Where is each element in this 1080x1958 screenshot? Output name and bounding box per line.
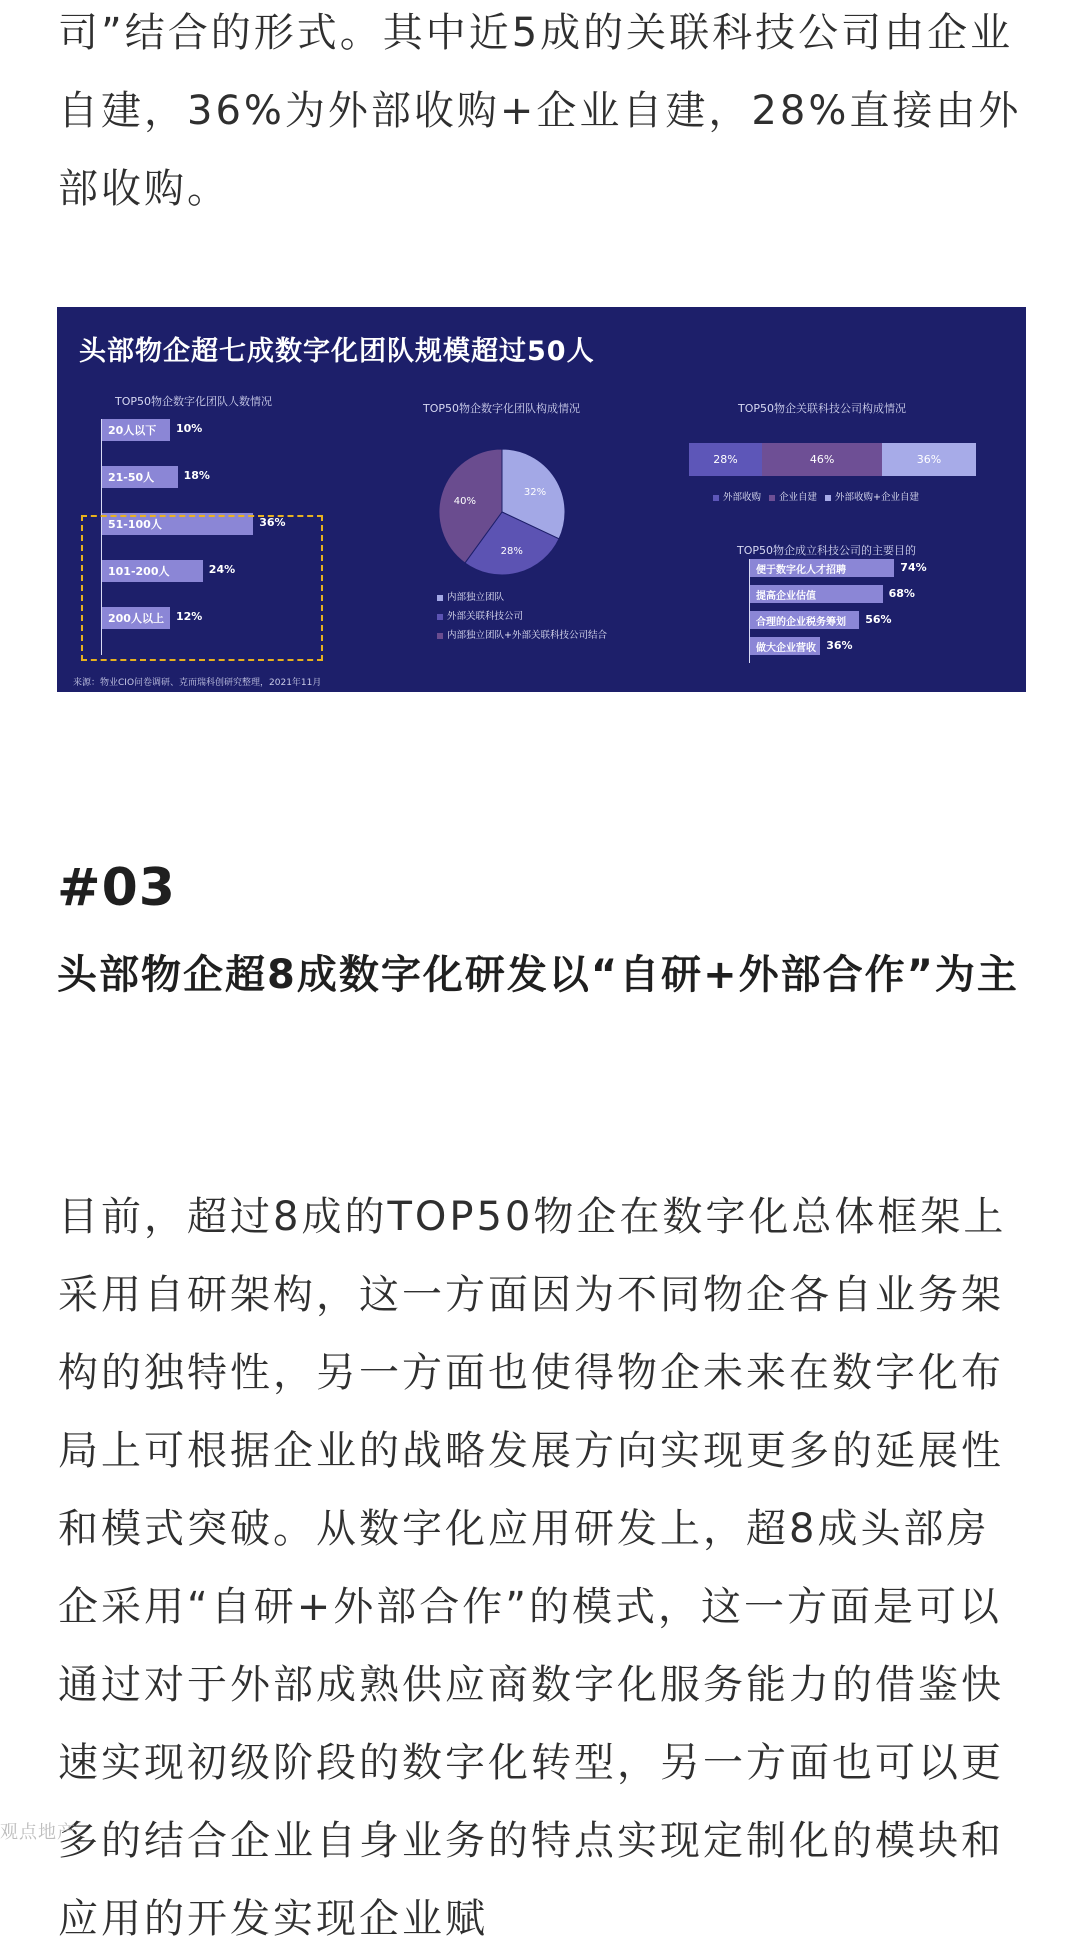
infographic-title: 头部物企超七成数字化团队规模超过50人 bbox=[79, 336, 595, 367]
highlight-box bbox=[81, 515, 323, 661]
pie-legend-label: 外部关联科技公司 bbox=[447, 611, 524, 622]
purpose-bar-label: 合理的企业税务筹划 bbox=[756, 617, 846, 628]
pie-legend-swatch bbox=[437, 595, 443, 601]
stacked-bar-segment: 36% bbox=[882, 443, 976, 476]
purpose-bar-label: 提高企业估值 bbox=[756, 591, 816, 602]
team-size-bar-value: 12% bbox=[176, 610, 203, 623]
purpose-bar-label: 做大企业营收 bbox=[756, 643, 816, 654]
pie-legend-label: 内部独立团队 bbox=[447, 592, 505, 603]
stacked-legend-label: 外部收购+企业自建 bbox=[835, 492, 919, 503]
stacked-legend-label: 外部收购 bbox=[723, 492, 762, 503]
purpose-bar-value: 68% bbox=[888, 587, 915, 600]
intro-paragraph: 司”结合的形式。其中近5成的关联科技公司由企业自建，36%为外部收购+企业自建，28%直接由外部收购。 bbox=[58, 10, 1022, 212]
purpose-bar-value: 56% bbox=[865, 613, 892, 626]
pie-legend-item bbox=[437, 589, 504, 603]
purpose-bar-value: 36% bbox=[826, 639, 853, 652]
section-number: #03 bbox=[57, 858, 176, 918]
team-size-bar-value: 24% bbox=[208, 563, 236, 576]
stacked-bar-segment: 46% bbox=[762, 443, 882, 476]
pie-legend-label: 内部独立团队+外部关联科技公司结合 bbox=[447, 630, 607, 641]
team-size-bar-label: 101-200人 bbox=[108, 565, 170, 578]
team-composition-chart-title: TOP50物企数字化团队构成情况 bbox=[423, 402, 581, 415]
team-size-bar-label: 21-50人 bbox=[108, 471, 155, 484]
team-size-bar-value: 36% bbox=[259, 516, 286, 529]
stacked-legend-swatch bbox=[713, 495, 719, 501]
body-paragraph: 目前，超过8成的TOP50物企在数字化总体框架上采用自研架构，这一方面因为不同物企各自业务架构的独特性，另一方面也使得物企未来在数字化布局上可根据企业的战略发展方向实现更多的延展性和模式突破。从数字化应用研发上，超8成头部房企采用“自研+外部合作”的模式，这一方面是可以通过对于外部成熟供应商数字化服务能力的借鉴快速实现初级阶段的数字化转型，另一方面也可以更多的结合企业自身业务的特点实现定制化的模块和应用的开发实现企业赋 bbox=[58, 1194, 1007, 1942]
stacked-legend-swatch bbox=[825, 495, 831, 501]
tech-company-stacked-bar bbox=[689, 443, 979, 503]
stacked-bar-legend bbox=[705, 489, 919, 503]
pie-svg bbox=[437, 447, 567, 577]
purpose-bar-chart bbox=[749, 559, 1009, 669]
infographic-source: 来源：物业CIO问卷调研、克而瑞科创研究整理，2021年11月 bbox=[73, 678, 322, 688]
team-composition-pie-chart bbox=[437, 447, 637, 687]
team-size-bar-value: 18% bbox=[183, 469, 210, 482]
tech-company-chart-title: TOP50物企关联科技公司构成情况 bbox=[738, 402, 907, 415]
team-size-bar-label: 51-100人 bbox=[108, 518, 162, 531]
purpose-chart-title: TOP50物企成立科技公司的主要目的 bbox=[737, 544, 917, 557]
pie-slice-label: 28% bbox=[500, 545, 523, 557]
team-size-bar-label: 20人以下 bbox=[108, 424, 157, 437]
purpose-bar-value: 74% bbox=[900, 561, 927, 574]
pie-legend-item bbox=[437, 608, 523, 622]
pie-legend-swatch bbox=[437, 633, 443, 639]
pie-legend-swatch bbox=[437, 614, 443, 620]
team-size-chart-title: TOP50物企数字化团队人数情况 bbox=[115, 395, 273, 408]
team-size-infographic bbox=[57, 307, 1026, 692]
pie-slice-label: 40% bbox=[453, 495, 476, 507]
stacked-legend-label: 企业自建 bbox=[779, 492, 818, 503]
stacked-bar-segment: 28% bbox=[689, 443, 762, 476]
pie-legend-item bbox=[437, 627, 607, 641]
purpose-bar-label: 便于数字化人才招聘 bbox=[756, 565, 846, 576]
stacked-legend-swatch bbox=[769, 495, 775, 501]
team-size-bar-value: 10% bbox=[176, 422, 203, 435]
watermark: 观点地产 bbox=[0, 1822, 76, 1843]
section-title: 头部物企超8成数字化研发以“自研+外部合作”为主 bbox=[57, 952, 1019, 998]
pie-slice-label: 32% bbox=[523, 487, 547, 499]
team-size-bar-label: 200人以上 bbox=[108, 612, 164, 625]
